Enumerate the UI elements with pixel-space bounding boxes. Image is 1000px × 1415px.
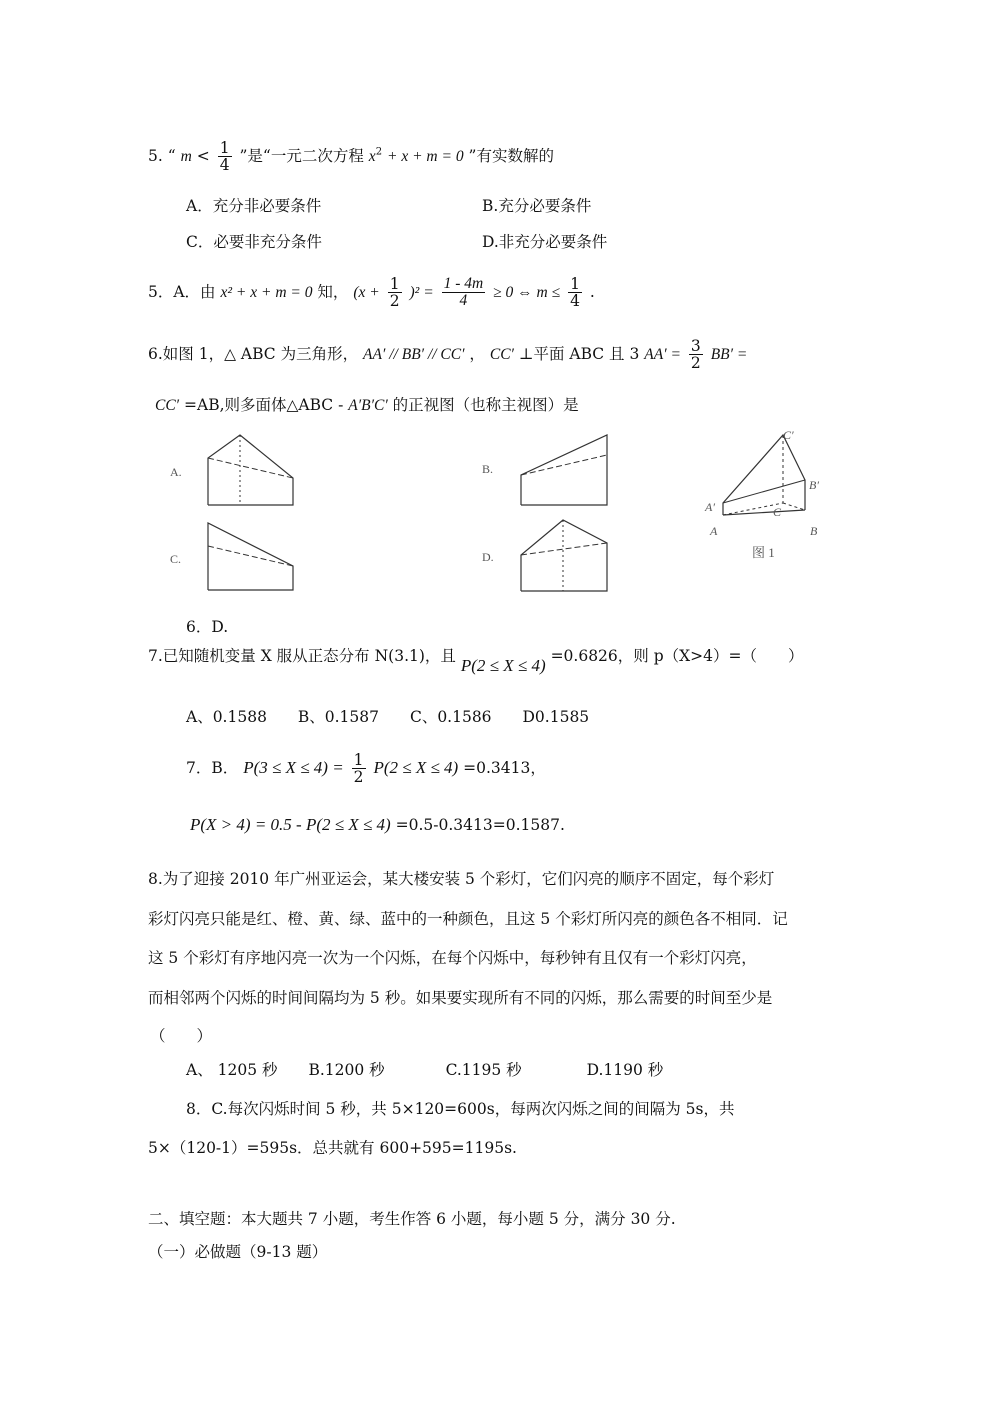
q5-frac-num: 1 — [219, 139, 230, 157]
q5-lt: < — [196, 146, 210, 165]
q8-options — [186, 1061, 663, 1080]
q8-option-d: D.1190 秒 — [586, 1061, 664, 1079]
a7-p3: P(X > 4) = 0.5 - P(2 ≤ X ≤ 4) — [190, 815, 391, 834]
q8-line4: 而相邻两个闪烁的时间间隔均为 5 秒。如果要实现所有不同的闪烁，那么需要的时间至少是 — [148, 989, 773, 1007]
q8-option-c: C.1195 秒 — [445, 1061, 522, 1079]
figure-option-c — [200, 518, 300, 596]
q6-l1-cc: CC′ — [489, 345, 514, 363]
q6-frac-num: 3 — [690, 337, 701, 355]
q7-l1-c: =0.6826，则 p（X>4）=（ ） — [550, 647, 804, 665]
q5-var-m: m — [180, 147, 192, 165]
a7-r1: =0.3413， — [463, 758, 546, 777]
q5-option-c: C．必要非充分条件 — [186, 233, 322, 251]
q8-option-b: B.1200 秒 — [308, 1061, 385, 1079]
a5-frac2-num: 1 - 4m — [443, 275, 484, 292]
q8-line1: 8.为了迎接 2010 年广州亚运会，某大楼安装 5 个彩灯，它们闪亮的顺序不固定，每个彩灯 — [148, 870, 775, 888]
q8-line5: （ ） — [150, 1027, 213, 1045]
figure-option-b — [515, 430, 615, 510]
a5-frac2-den: 4 — [459, 292, 468, 310]
a8-line1: 8．C.每次闪烁时间 5 秒，共 5×120=600s，每两次闪烁之间的间隔为 5s，共 — [186, 1100, 735, 1118]
pt-a: A — [710, 524, 718, 538]
q6-l1-aa: AA′ = — [644, 345, 681, 363]
q8-option-a: A、 1205 秒 — [186, 1061, 278, 1079]
a5-frac1-den: 2 — [389, 292, 400, 311]
figure-option-d — [515, 515, 615, 597]
q5-option-a: A．充分非必要条件 — [186, 197, 322, 215]
pt-c-prime: C′ — [783, 428, 794, 442]
q5-tail: ”有实数解的 — [468, 146, 554, 165]
q6-l1-a: 6.如图 1，△ ABC 为三角形， — [148, 344, 359, 363]
q5-option-d: D.非充分必要条件 — [482, 233, 608, 251]
pt-c: C — [773, 505, 782, 519]
a5-frac3 — [568, 276, 582, 310]
fig-label-b: B. — [482, 462, 494, 476]
a7-p2: P(2 ≤ X ≤ 4) — [373, 757, 459, 777]
q7-l1-a: 7.已知随机变量 X 服从正态分布 N(3.1)，且 — [148, 647, 456, 665]
a7-line2 — [190, 815, 565, 835]
fig-label-a: A. — [170, 465, 182, 479]
a5-frac1-num: 1 — [389, 275, 400, 293]
a5-paren-open: (x + — [353, 283, 380, 301]
a5-eq1: x² + x + m = 0 — [220, 283, 313, 301]
a7-head: 7．B． — [186, 758, 239, 777]
q7-option-c: C、0.1586 — [409, 708, 492, 726]
q5-eq-x: x — [368, 147, 376, 165]
q5-option-b: B.充分必要条件 — [482, 197, 592, 215]
q5-eq-rest: + x + m = 0 — [387, 147, 464, 165]
a5-head: 5．A．由 — [148, 282, 216, 301]
a5-frac3-num: 1 — [570, 275, 580, 293]
a6-answer: 6．D. — [186, 618, 229, 636]
q5-number: 5. — [148, 146, 163, 165]
pt-b: B — [810, 524, 818, 538]
q6-l2-cc: CC′ — [155, 397, 180, 414]
a5-line — [148, 276, 595, 310]
q6-line1 — [148, 338, 747, 372]
a8-line2: 5×（120-1）=595s．总共就有 600+595=1195s. — [148, 1139, 517, 1157]
q5-frac-den: 4 — [219, 156, 230, 175]
q5-eq-sup: 2 — [375, 146, 383, 158]
q7-option-d: D0.1585 — [522, 708, 590, 726]
q6-l2-b: =AB,则多面体△ABC - — [184, 396, 344, 414]
q6-frac-den: 2 — [690, 354, 701, 373]
pt-a-prime: A′ — [705, 500, 715, 514]
a7-frac-num: 1 — [353, 751, 364, 769]
q6-l1-comma: ， — [469, 344, 485, 363]
q5-fraction — [218, 140, 232, 174]
q8-line3: 这 5 个彩灯有序地闪亮一次为一个闪烁，在每个闪烁中，每秒钟有且仅有一个彩灯闪亮， — [148, 949, 757, 967]
figure-1-caption: 图 1 — [752, 545, 775, 560]
a5-end: . — [589, 282, 595, 301]
figure-option-a — [200, 430, 300, 510]
q7-options — [186, 708, 589, 727]
fig-label-d: D. — [482, 550, 494, 564]
a7-line1 — [186, 752, 546, 786]
a7-p1: P(3 ≤ X ≤ 4) = — [243, 757, 344, 777]
q7-stem — [148, 646, 804, 675]
section2-subtitle: （一）必做题（9-13 题） — [148, 1243, 328, 1261]
q5-quote-close: ”是“一元二次方程 — [239, 146, 364, 165]
q5-quote-open: “ — [167, 146, 176, 165]
q6-fraction — [689, 338, 703, 372]
q8-line2: 彩灯闪亮只能是红、橙、黄、绿、蓝中的一种颜色，且这 5 个彩灯所闪亮的颜色各不相同．记 — [148, 910, 788, 928]
q7-l1-prob: P(2 ≤ X ≤ 4) — [460, 656, 546, 675]
a7-fraction — [352, 752, 366, 786]
a5-frac3-den: 4 — [570, 292, 580, 311]
q5-stem — [148, 140, 554, 174]
a5-frac2 — [442, 276, 486, 310]
q6-l1-bb: BB′ = — [710, 345, 748, 363]
q7-option-a: A、0.1588 — [186, 708, 267, 726]
q6-l1-parallel: AA′ // BB′ // CC′ — [363, 345, 465, 363]
pt-b-prime: B′ — [809, 478, 819, 492]
a5-rel: ≥ 0 ⇔ m ≤ — [493, 283, 561, 301]
a5-paren-close: )² = — [409, 283, 434, 301]
a5-know: 知， — [317, 282, 349, 301]
q6-l2-abc-prime: A′B′C′ — [348, 397, 388, 414]
fig-label-c: C. — [170, 552, 182, 566]
a5-frac1 — [388, 276, 402, 310]
q6-l2-d: 的正视图（也称主视图）是 — [392, 396, 579, 414]
a7-frac-den: 2 — [353, 768, 364, 787]
a7-r2: =0.5-0.3413=0.1587. — [395, 816, 565, 834]
q6-line2 — [155, 396, 579, 416]
q6-l1-perp: ⊥平面 ABC 且 3 — [518, 344, 640, 363]
section2-title: 二、填空题：本大题共 7 小题，考生作答 6 小题，每小题 5 分，满分 30 分. — [148, 1210, 676, 1228]
q7-option-b: B、0.1587 — [297, 708, 380, 726]
